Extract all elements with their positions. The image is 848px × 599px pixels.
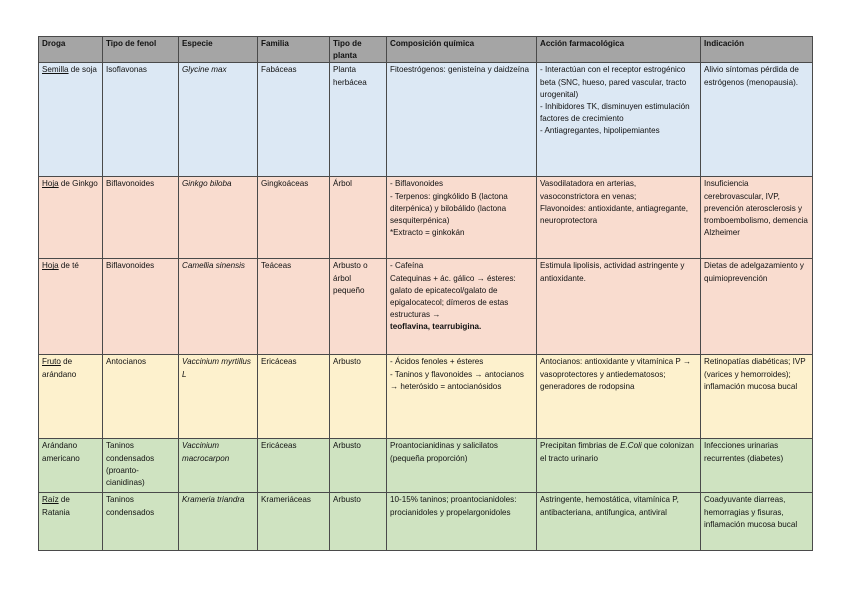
table-row (39, 259, 813, 355)
cell-especie: Vaccinium myrtillus L (179, 355, 258, 439)
cell-tipo-planta: Arbusto (330, 439, 387, 493)
cell-especie: Glycine max (179, 63, 258, 177)
table-row (39, 355, 813, 439)
cell-accion: Astringente, hemostática, vitamínica P, antibacteriana, antifungica, antiviral (537, 493, 701, 551)
cell-composicion: - Biflavonoides - Terpenos: gingkólido B (lactona diterpénica) y bilobálido (lactona sesquiterpénica) *Extracto = ginkokán (387, 177, 537, 259)
cell-accion: - Interactúan con el receptor estrogénico beta (SNC, hueso, pared vascular, tracto urogenital) - Inhibidores TK, disminuyen estimulación factores de crecimiento - Antiagregantes, hipolipemiantes (537, 63, 701, 177)
table-row (39, 63, 813, 177)
cell-especie: Camellia sinensis (179, 259, 258, 355)
cell-droga: Hoja de té (39, 259, 103, 355)
header-tipo-fenol: Tipo de fenol (103, 37, 179, 63)
cell-tipo-fenol: Taninos condensados (proanto-cianidinas) (103, 439, 179, 493)
cell-composicion: 10-15% taninos; proantocianidoles: procianidoles y propelargonidoles (387, 493, 537, 551)
cell-tipo-planta: Árbol (330, 177, 387, 259)
cell-familia: Krameriáceas (258, 493, 330, 551)
cell-droga (39, 63, 103, 177)
phenol-table (38, 36, 813, 551)
cell-tipo-planta: Arbusto o árbol pequeño (330, 259, 387, 355)
cell-droga: Fruto de arándano (39, 355, 103, 439)
cell-composicion: Fitoestrógenos: genisteína y daidzeína (387, 63, 537, 177)
cell-tipo-fenol: Biflavonoides (103, 177, 179, 259)
header-row (39, 37, 813, 63)
cell-tipo-fenol: Biflavonoides (103, 259, 179, 355)
header-composicion: Composición química (387, 37, 537, 63)
cell-droga: Hoja de Ginkgo (39, 177, 103, 259)
droga-rest: de soja (68, 65, 97, 75)
table-row (39, 493, 813, 551)
cell-familia: Ericáceas (258, 439, 330, 493)
cell-indicacion: Alivio síntomas pérdida de estrógenos (menopausia). (701, 63, 813, 177)
cell-tipo-fenol: Isoflavonas (103, 63, 179, 177)
cell-accion: Antocianos: antioxidante y vitamínica P → vasoprotectores y antiedematosos; generadores de rodopsina (537, 355, 701, 439)
header-accion: Acción farmacológica (537, 37, 701, 63)
cell-familia: Ericáceas (258, 355, 330, 439)
cell-accion: Estimula lipolisis, actividad astringente y antioxidante. (537, 259, 701, 355)
cell-composicion: - Cafeína Catequinas + ác. gálico → ésteres: galato de epicatecol/galato de epigalocatecol; dímeros de estas estructuras → teoflavina, tearrubigina. (387, 259, 537, 355)
cell-indicacion: Retinopatías diabéticas; IVP (varices y hemorroides); inflamación mucosa bucal (701, 355, 813, 439)
header-especie: Especie (179, 37, 258, 63)
header-indicacion: Indicación (701, 37, 813, 63)
table-row (39, 177, 813, 259)
cell-indicacion: Dietas de adelgazamiento y quimioprevención (701, 259, 813, 355)
header-droga: Droga (39, 37, 103, 63)
cell-especie: Ginkgo biloba (179, 177, 258, 259)
header-tipo-planta: Tipo de planta (330, 37, 387, 63)
cell-tipo-planta: Planta herbácea (330, 63, 387, 177)
droga-part: Semilla (42, 65, 69, 75)
cell-accion: Vasodilatadora en arterias, vasoconstrictora en venas; Flavonoides: antioxidante, antiagregante, neuroprotectora (537, 177, 701, 259)
table-row (39, 439, 813, 493)
cell-especie: Vaccinium macrocarpon (179, 439, 258, 493)
cell-droga: Raíz de Ratania (39, 493, 103, 551)
cell-composicion: Proantocianidinas y salicilatos (pequeña proporción) (387, 439, 537, 493)
cell-tipo-planta: Arbusto (330, 355, 387, 439)
cell-especie: Krameria triandra (179, 493, 258, 551)
cell-familia: Teáceas (258, 259, 330, 355)
cell-droga: Arándano americano (39, 439, 103, 493)
cell-tipo-fenol: Antocianos (103, 355, 179, 439)
cell-indicacion: Insuficiencia cerebrovascular, IVP, prevención aterosclerosis y tromboembolismo, demencia Alzheimer (701, 177, 813, 259)
cell-familia: Gingkoáceas (258, 177, 330, 259)
cell-composicion: - Ácidos fenoles + ésteres - Taninos y flavonoides → antocianos → heterósido = antocianósidos (387, 355, 537, 439)
cell-tipo-fenol: Taninos condensados (103, 493, 179, 551)
cell-tipo-planta: Arbusto (330, 493, 387, 551)
cell-indicacion: Infecciones urinarias recurrentes (diabetes) (701, 439, 813, 493)
cell-familia: Fabáceas (258, 63, 330, 177)
header-familia: Familia (258, 37, 330, 63)
cell-indicacion: Coadyuvante diarreas, hemorragias y fisuras, inflamación mucosa bucal (701, 493, 813, 551)
cell-accion: Precipitan fimbrias de E.Coli que colonizan el tracto urinario (537, 439, 701, 493)
